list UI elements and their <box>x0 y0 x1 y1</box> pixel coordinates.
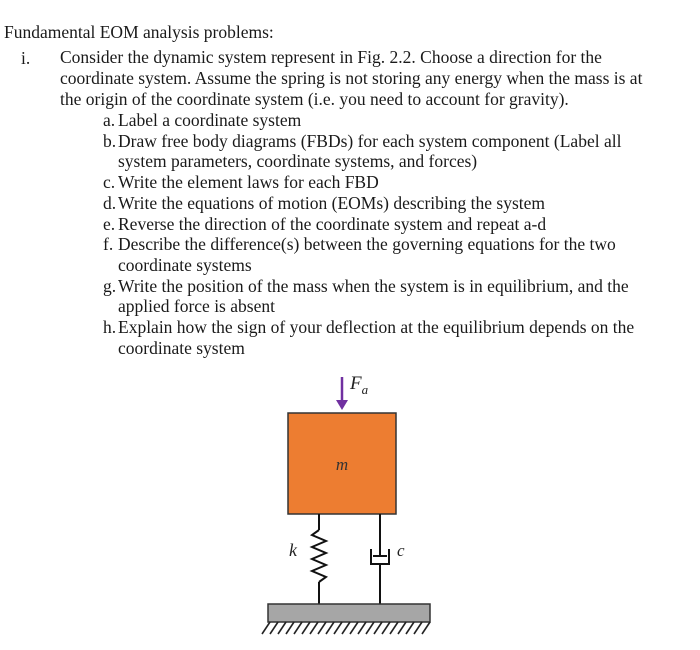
ground-plate <box>268 604 430 622</box>
force-subscript: a <box>361 382 369 397</box>
sub-question-text: Describe the difference(s) between the governing equations for the two <box>118 234 616 255</box>
sub-question-label: d. <box>103 192 117 213</box>
mass-label: m <box>335 455 349 474</box>
sub-question-text: Label a coordinate system <box>118 110 302 130</box>
ground-hatching <box>262 622 430 634</box>
sub-question-text: Write the equations of motion (EOMs) describing the system <box>118 192 545 213</box>
sub-question-label: h. <box>103 317 117 338</box>
sub-question-label: e. <box>103 213 116 234</box>
force-symbol: F <box>350 373 362 394</box>
sub-question-label: g. <box>103 275 117 296</box>
damper-label: c <box>397 541 405 560</box>
spring-label: k <box>289 540 297 560</box>
damper-icon <box>371 514 389 604</box>
sub-question-text-continued: coordinate system <box>118 337 245 358</box>
sub-question-text-continued: applied force is absent <box>118 296 275 317</box>
problem-line: Consider the dynamic system represent in Fig. 2.2. Choose a direction for the <box>60 47 602 67</box>
sub-question-text: Write the position of the mass when the system is in equilibrium, and the <box>118 275 629 296</box>
sub-question-label: a. <box>103 110 116 130</box>
sub-question-label: f. <box>103 234 114 255</box>
sub-question-text: Draw free body diagrams (FBDs) for each system component (Label all <box>118 130 622 151</box>
sub-question-text: Explain how the sign of your deflection at the equilibrium depends on the <box>118 317 635 338</box>
sub-question-text: Reverse the direction of the coordinate system and repeat a-d <box>118 213 547 234</box>
sub-question-label: b. <box>103 130 117 151</box>
spring-icon <box>312 514 326 604</box>
section-heading: Fundamental EOM analysis problems: <box>4 22 274 42</box>
sub-question-text-continued: coordinate systems <box>118 254 252 275</box>
sub-question-label: c. <box>103 172 116 193</box>
problem-number: i. <box>21 48 31 68</box>
problem-line: coordinate system. Assume the spring is not storing any energy when the mass is at <box>60 68 643 88</box>
force-arrow-icon <box>336 377 348 410</box>
sub-question-text-continued: system parameters, coordinate systems, and forces) <box>118 151 478 172</box>
force-label <box>349 373 369 397</box>
sub-question-text: Write the element laws for each FBD <box>118 172 379 193</box>
problem-line: the origin of the coordinate system (i.e. you need to account for gravity). <box>60 89 569 109</box>
